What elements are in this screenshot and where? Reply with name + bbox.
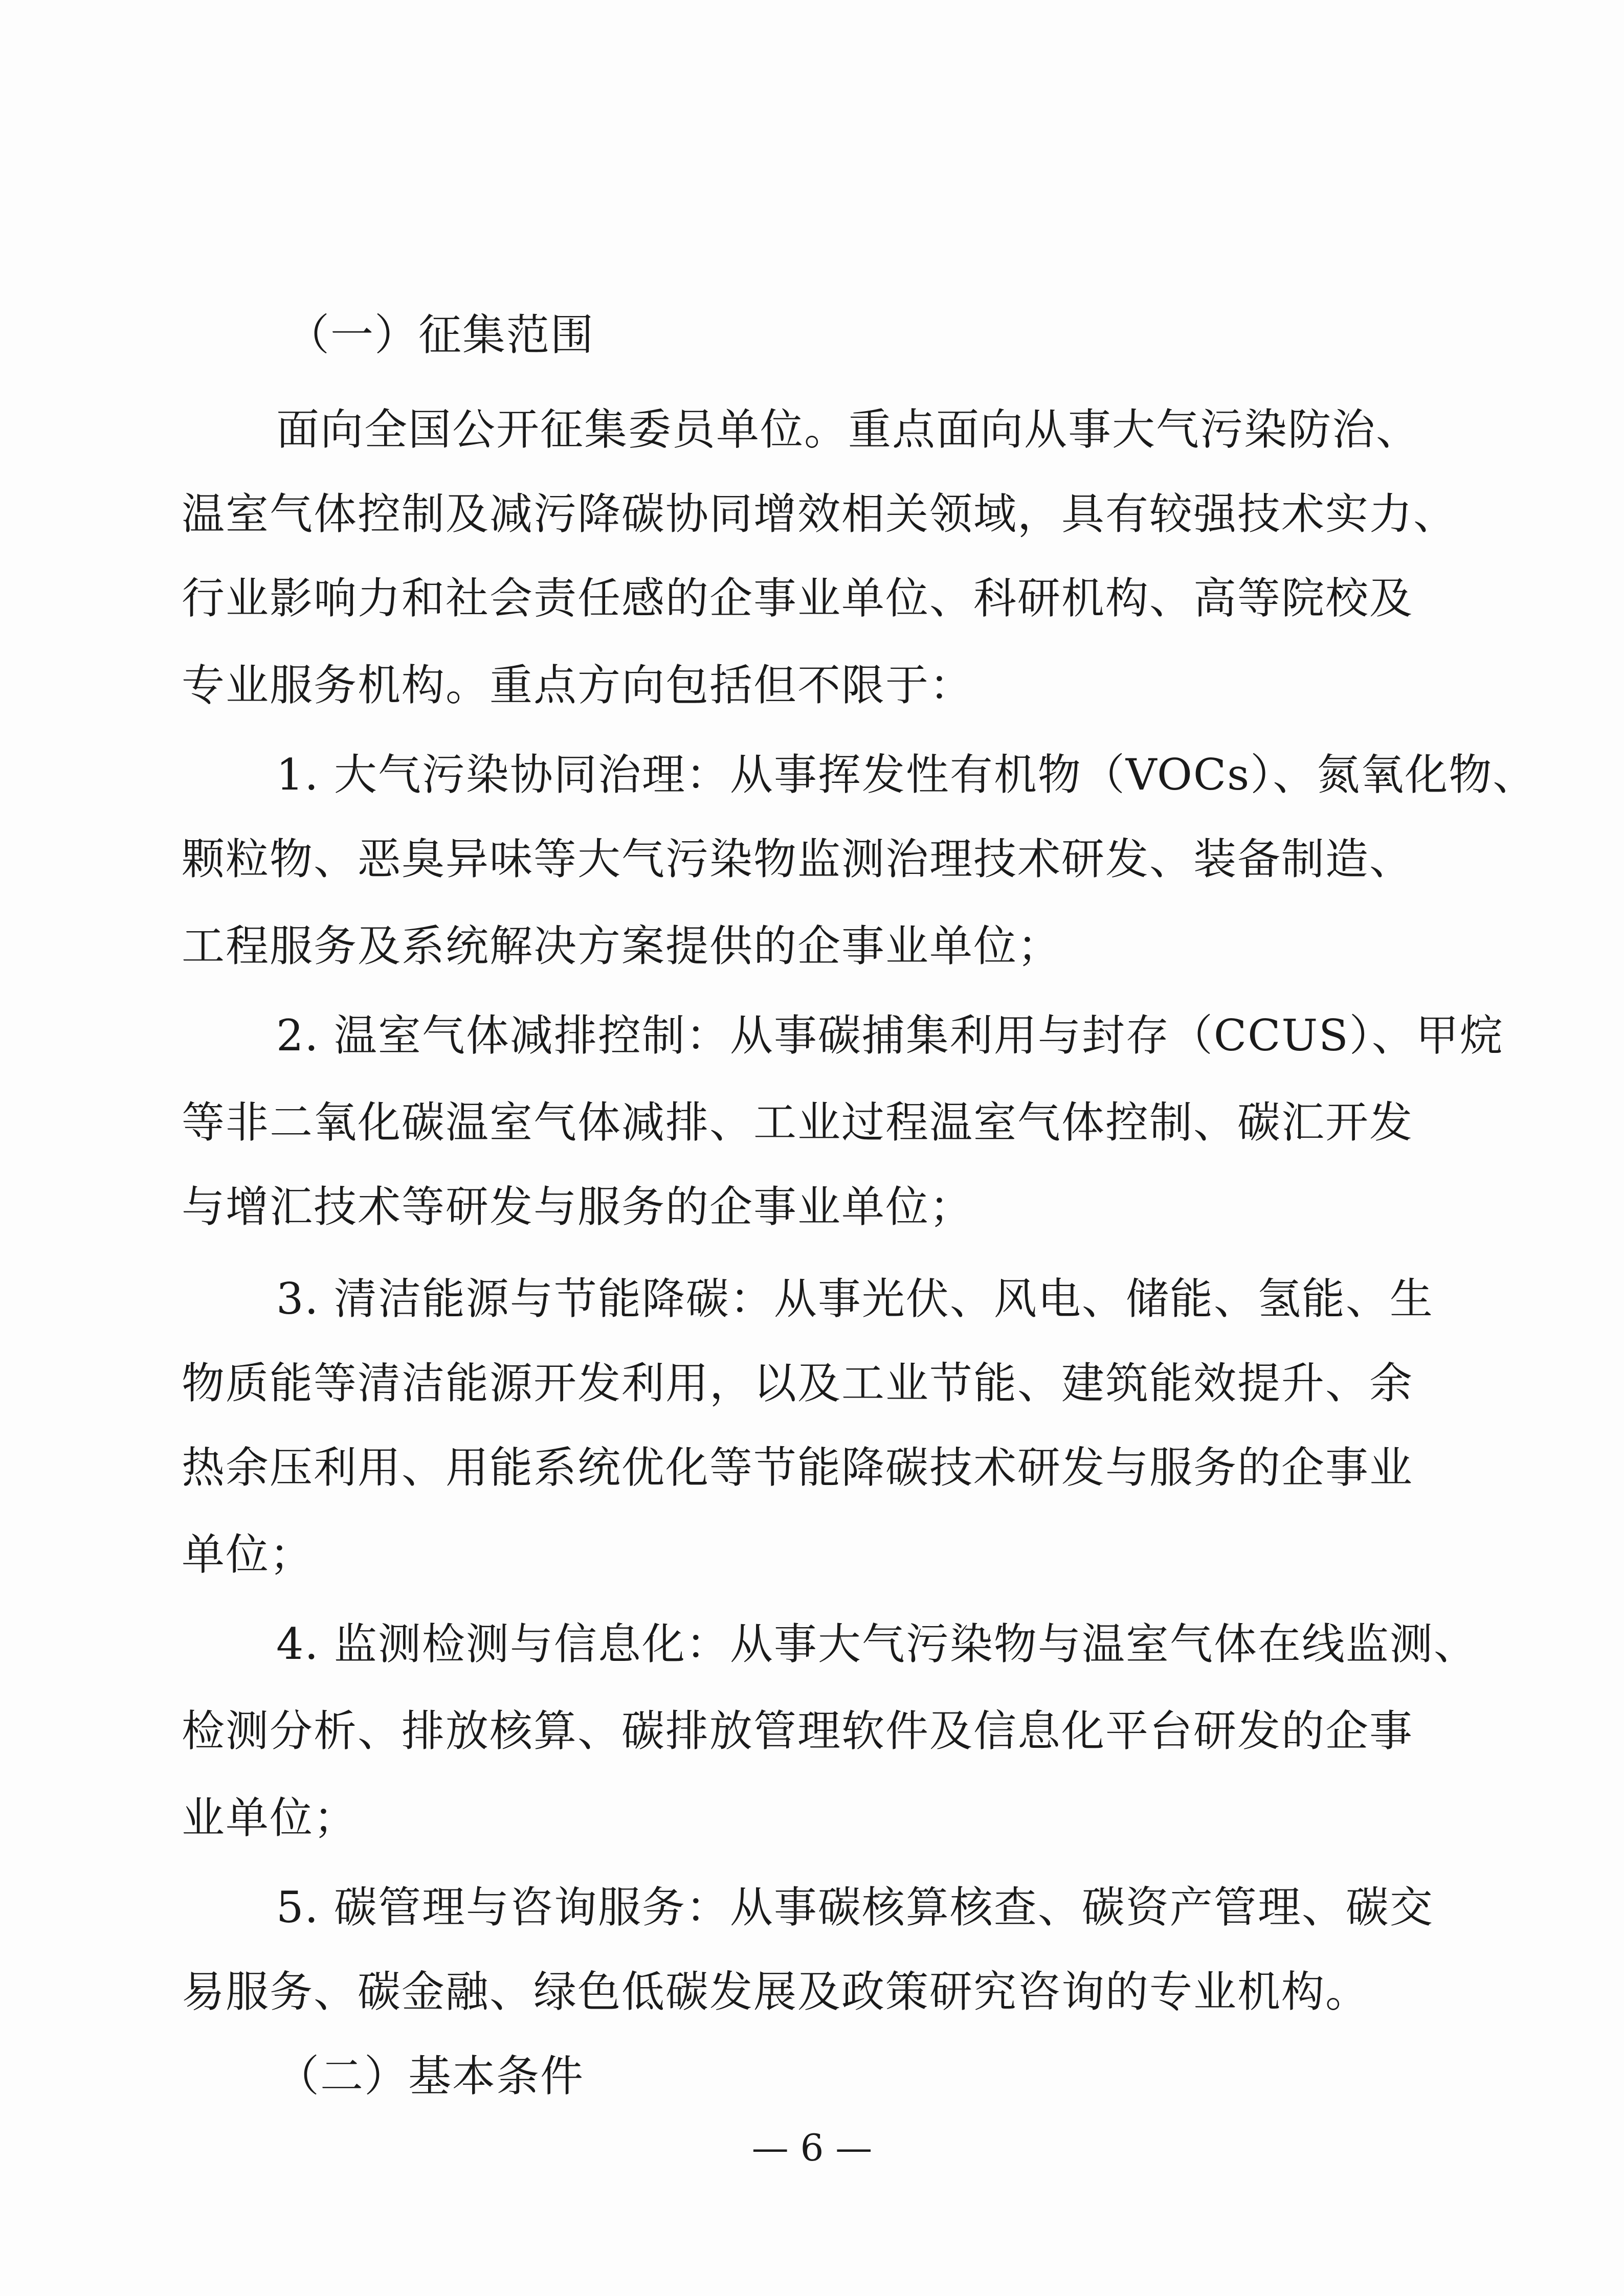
item-5-line-1: 5. 碳管理与咨询服务：从事碳核算核查、碳资产管理、碳交 <box>276 1882 1434 1932</box>
item-4-line-3: 业单位； <box>182 1793 358 1843</box>
item-4-line-2: 检测分析、排放核算、碳排放管理软件及信息化平台研发的企事 <box>182 1706 1414 1756</box>
item-2-line-1: 2. 温室气体减排控制：从事碳捕集利用与封存（CCUS）、甲烷 <box>276 1010 1504 1061</box>
item-3-line-2: 物质能等清洁能源开发利用，以及工业节能、建筑能效提升、余 <box>182 1358 1414 1408</box>
item-2-line-2: 等非二氧化碳温室气体减排、工业过程温室气体控制、碳汇开发 <box>182 1097 1414 1147</box>
intro-line-1: 面向全国公开征集委员单位。重点面向从事大气污染防治、 <box>276 404 1420 455</box>
page-number: — 6 — <box>751 2126 873 2169</box>
item-5-line-2: 易服务、碳金融、绿色低碳发展及政策研究咨询的专业机构。 <box>182 1967 1370 2017</box>
item-1-line-1: 1. 大气污染协同治理：从事挥发性有机物（VOCs）、氮氧化物、 <box>276 750 1537 800</box>
item-4-line-1: 4. 监测检测与信息化：从事大气污染物与温室气体在线监测、 <box>276 1619 1478 1669</box>
section-heading-conditions: （二）基本条件 <box>276 2051 585 2101</box>
item-3-line-1: 3. 清洁能源与节能降碳：从事光伏、风电、储能、氢能、生 <box>276 1274 1434 1324</box>
item-1-line-2: 颗粒物、恶臭异味等大气污染物监测治理技术研发、装备制造、 <box>182 834 1414 884</box>
item-2-line-3: 与增汇技术等研发与服务的企事业单位； <box>182 1182 974 1232</box>
item-3-line-3: 热余压利用、用能系统优化等节能降碳技术研发与服务的企事业 <box>182 1443 1414 1493</box>
intro-line-3: 行业影响力和社会责任感的企事业单位、科研机构、高等院校及 <box>182 573 1414 623</box>
section-heading-scope: （一）征集范围 <box>286 310 595 360</box>
intro-line-4: 专业服务机构。重点方向包括但不限于： <box>182 660 974 710</box>
intro-line-2: 温室气体控制及减污降碳协同增效相关领域，具有较强技术实力、 <box>182 489 1458 539</box>
item-3-line-4: 单位； <box>182 1529 314 1580</box>
item-1-line-3: 工程服务及系统解决方案提供的企事业单位； <box>182 921 1062 971</box>
